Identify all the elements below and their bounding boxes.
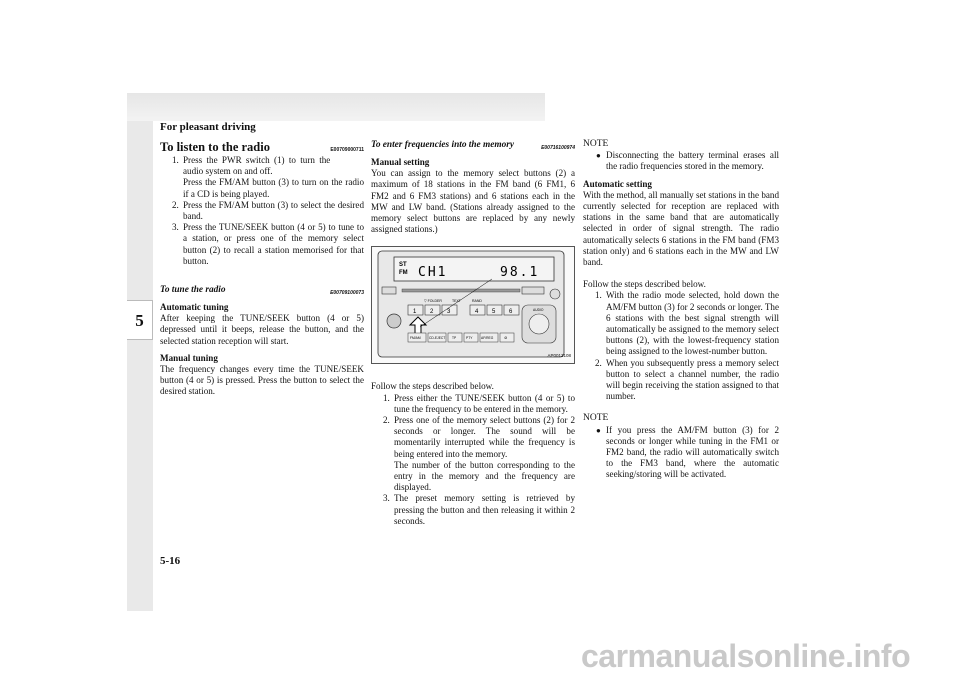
label-tp: TP [452,336,457,341]
subheading-code: E00709100073 [330,290,364,297]
figure-code: AP0013108 [547,353,571,359]
label-fm-am: FM/AM [410,336,421,341]
column-2 [371,139,575,527]
label-pty: PTY [466,336,473,341]
note-item: ● Disconnecting the battery terminal erases all the radio frequencies stored in the memory. [596,150,779,172]
label-rand: RAND [472,299,482,304]
list-item: 2. Press the FM/AM button (3) to select the desired band. [172,199,364,222]
display-frequency: 98.1 [500,265,540,281]
memory-steps [371,393,575,527]
note-item: ● If you press the AM/FM button (3) for 2 seconds or longer while tuning in the FM1 or FM2 band, the radio will automatically switch to the FM3 band, where the automatic seeking/storing will be activated. [596,424,779,480]
auto-setting-text: With the method, all manually set stations in the band currently selected for reception are replaced with stations in the same band that are automatically selected in order of signal strength. The radio automatically selects 6 stations in the FM band (FM3 station only) and 6 stations each in the MW and LW band. [583,189,779,268]
note-label: NOTE [583,139,609,149]
listen-steps [160,155,364,267]
preset-label: 5 [492,309,496,316]
preset-label: 3 [447,309,451,316]
section-code: E00709000711 [330,147,364,153]
manual-setting-text: You can assign to the memory select buttons (2) a maximum of 18 stations in the FM band (6 FM1, 6 FM2 and 6 FM3 stations) and 6 stations each in the MW and LW band. (Stations already assigned to the memory select buttons are replaced by any newly assigned stations.) [371,168,575,235]
radio-figure [371,246,575,364]
label-folder: ▽ FOLDER [424,299,442,304]
manual-tuning-text: The frequency changes every time the TUNE/SEEK button (4 or 5) is pressed. Press the button to select the desired station. [160,364,364,397]
list-item: 1. Press either the TUNE/SEEK button (4 or 5) to tune the frequency to be entered in the memory. [383,392,575,414]
follow-text: Follow the steps described below. [371,381,494,392]
preset-label: 1 [413,309,417,316]
label-power: ⊘ [504,335,508,341]
subheading: To enter frequencies into the memory E00716100974 [371,139,575,151]
label-cd-eject: CD-EJECT [429,336,446,341]
preset-label: 4 [475,309,479,316]
chapter-tab: 5 [127,300,153,340]
radio-illustration [372,247,575,364]
manual-setting-heading: Manual setting [371,157,430,167]
bullet-icon: ● [596,151,601,161]
list-item: 1. With the radio mode selected, hold down the AM/FM button (3) for 2 seconds or longer. The 6 stations with the best signal strength will automatically be assigned to the memory select buttons (2), with the lowest-frequency station being assigned to the lowest-number button. [595,290,779,357]
display-channel: CH1 [418,265,448,281]
label-af-reg: AF/REG [481,336,494,341]
list-item: 3. The preset memory setting is retrieved by pressing the button and then releasing it within 2 seconds. [383,493,575,526]
auto-steps [583,290,779,402]
label-text: TEXT [452,299,461,304]
display-st: ST [399,262,407,269]
list-item: 2. Press one of the memory select buttons (2) for 2 seconds or longer. The sound will be momentarily interrupted while the frequency is being entered into the memory. [383,415,575,459]
header-band [127,93,545,121]
follow-text: Follow the steps described below. [583,279,706,290]
preset-label: 6 [509,309,513,316]
subheading-code: E00716100974 [541,145,575,151]
column-3 [583,139,779,481]
manual-tuning-heading: Manual tuning [160,352,218,363]
display-fm: FM [399,270,408,277]
section-heading: To listen to the radio E00709000711 [160,139,364,155]
preset-label: 2 [430,309,434,316]
watermark: carmanualsonline.info [581,638,911,674]
list-item: 3. Press the TUNE/SEEK button (4 or 5) to tune to a station, or press one of the memory select button (2) to recall a station memorised for that button. [172,222,364,266]
label-audio: AUDIO [533,308,544,313]
page-number: 5-16 [160,555,181,567]
list-item: 2. When you subsequently press a memory select button to select a channel number, the radio will begin receiving the station assigned to that number. [595,357,779,402]
list-item: Press the FM/AM button (3) to turn on the radio if a CD is being played. [183,177,364,199]
running-header: For pleasant driving [160,121,256,133]
function-buttons [408,333,514,342]
side-bar [127,121,153,611]
auto-tuning-heading: Automatic tuning [160,302,229,313]
auto-tuning-text: After keeping the TUNE/SEEK button (4 or 5) depressed until it beeps, release the button, and the selected station reception will start. [160,313,364,346]
bullet-icon: ● [596,425,601,435]
column-1 [160,139,364,398]
subheading: To tune the radio E00709100073 [160,284,364,296]
list-item: 1. Press the PWR switch (1) to turn the audio system on and off. [172,155,331,177]
list-item: The number of the button corresponding to the entry in the memory and the frequency are displayed. [394,459,575,493]
auto-setting-heading: Automatic setting [583,178,652,189]
note-label: NOTE [583,413,609,424]
